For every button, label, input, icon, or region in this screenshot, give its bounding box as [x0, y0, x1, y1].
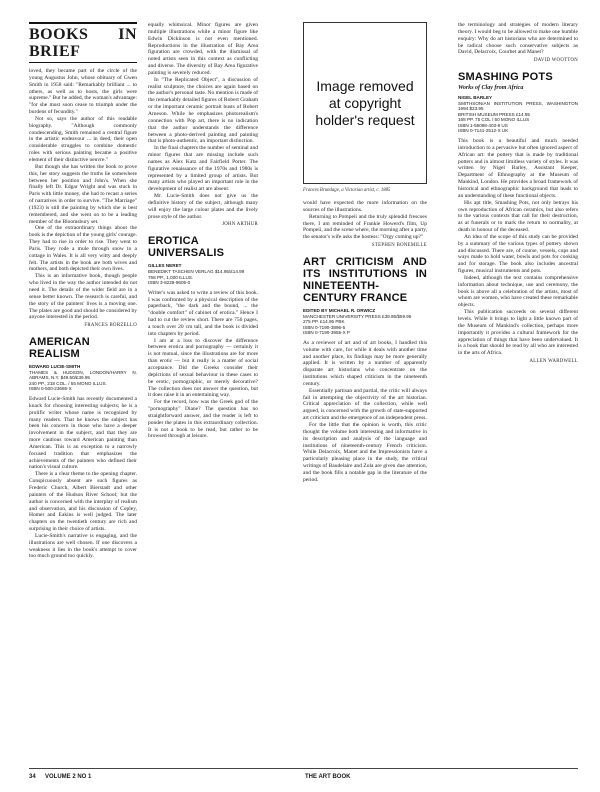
meta-line: ISBN 0-7190-3955-X P — [303, 330, 350, 336]
paragraph: For the record, how was the Greek god of the "pornography" Diane? The question has no straightforward answer, and the reader is left to ponder the plates in this extraordinary collection. It is not a book to be read, but rather to be browsed through at leisure. — [148, 399, 258, 440]
meta-line: 168 PP. 75 COL / 50 MONO ILLUS — [458, 117, 530, 123]
book-metadata — [458, 95, 578, 134]
paragraph: Essentially partisan and partial, the critic will always fail in attempting the objectivity of the art historian. Critical appreciation of the collection, while well argued, is concerned with the growth of state-supported art criticism and the emergence of an independent press. — [303, 387, 427, 422]
section-title: BOOKS IN BRIEF — [29, 22, 137, 63]
column-1 — [29, 22, 137, 762]
column-3 — [303, 200, 427, 762]
paragraph: Indeed, although the text contains comprehensive information about technique, use and ceremony, the book is above all a celebration of the artists, most of whom are women, who have created these remarkable objects. — [458, 274, 578, 309]
paragraph: the terminology and strategies of modern literary theory. I would beg to be allowed to make one humble enquiry: Why do art historians who are determined to be radical choose such conservative subjects as David, Delacroix, Courbet and Manet? — [458, 22, 578, 56]
page-number: 34 — [29, 773, 36, 780]
meta-line: ISBN 1-56098-403-8 US — [458, 122, 508, 128]
reviewer-signature: JOHN ARTHUR — [222, 222, 258, 228]
meta-line: 240 PP., 218 COL. / 55 MONO ILLUS. — [29, 380, 107, 386]
meta-line: MANCHESTER UNIVERSITY PRESS £39.95/$59.95 — [303, 313, 412, 319]
reviewer-signature: STEPHEN BONEMILLE — [371, 243, 427, 249]
paragraph: This book is a beautiful and much needed introduction to a pervasive but often ignored aspect of African art: the pottery that is made by traditional potters and in almost limitless variety of styles. It was written by Nigel Barley, Assistant Keeper, Department of Ethnography at the Museum of Mankind, London. He provides a broad framework of historical and ethnographic background that leads to an understanding of these functional objects. — [458, 138, 578, 199]
review-heading: AMERICAN REALISM — [29, 336, 90, 361]
paragraph: In "The Replicated Object", a discussion of realist sculpture, the choices are again based on the author's personal taste. No mention is made of the remarkably detailed figures of Robert Graham or the important ceramic portrait busts of Robert Arneson. While he emphasizes photorealism's connection with Pop art, there is no indication that the author understands the difference between a photo-derived painting and painting that is photo-authentic, an important distinction. — [148, 76, 258, 145]
book-metadata — [148, 263, 258, 285]
paragraph: One of the extraordinary things about the book is the depiction of the young girls' courage. They had to rise in order to rise. They went to Paris. They rode a mule through snow to a cottage in Wales. It is all very witty and deeply felt. The artists in the book are both wives and mothers, and both depicted their own lives. — [29, 225, 137, 273]
meta-line: EDWARD LUCIE-SMITH — [29, 364, 81, 370]
meta-line: BENEDIKT TASCHEN VERLAG $14.95/£14.99 — [148, 268, 245, 274]
book-metadata — [29, 364, 137, 392]
paragraph: equally whimsical. Minor figures are given multiple illustrations while a minor figure like Edwin Dickinson is not even mentioned. Reproductions in the illustration of Bay Area figuration are crowded, with the dismissal of noted artists seen in this context as conflicting and diverse. The diversity of Bay Area figurative painting is severely reduced. — [148, 22, 258, 76]
volume-label: VOLUME 2 NO 1 — [45, 773, 92, 780]
paragraph: Edward Lucie-Smith has recently documented a knack for choosing interesting subjects; he is a prolific writer whose name is recognized by many readers. That he knows the subject has been his concern in those who have a deeper involvement in the subject, and that they are more cautious toward American painting than American. This is an exception to a narrowly focused tradition that emphasizes the achievements of the painters who defined their nation's visual culture. — [29, 396, 137, 471]
review-subheading: Works of Clay from Africa — [458, 85, 524, 92]
meta-line: ISBN 0-7190-3896-5 — [303, 324, 346, 330]
reviewer-signature: FRANCES BORZELLO — [84, 323, 137, 329]
meta-line: ISBN 0-7141-2512-X UK — [458, 128, 509, 134]
column-2 — [148, 22, 258, 762]
paragraph: Not so, says the author of this readable biography. "Although commonly condescending, Smith remained a central figure in the artistic endeavour ... in deed, their open considerable struggles to combine domestic roles with serious painting became a positive element of their distinctive oeuvre." — [29, 115, 137, 163]
paragraph: Returning to Pompeii and the truly splendid frescoes there, I am reminded of Frankie Howerd's film, Up Pompeii, and the scene where, the morning after a party, the senator's wife asks the hostess: "Orgy coming up?" — [303, 213, 427, 241]
paragraph: loved, they became part of the circle of the young Augustus John, whose obituary of Gwen Smith in 1958 said: "Remarkably brilliant ... to others, as well as to hosts, the girls were supreme." But he added, the woman's advantage: "for she must soon cease to triumph under the burdens of fecundity." — [29, 68, 137, 116]
paragraph: This is an informative book, though people who lived in the way the author intended do not need it. The details of the wider field are in a sense better known. The research is careful, and the story of the painters' lives is a moving one. The plates are good and should be considered by anyone interested in the period. — [29, 273, 137, 321]
meta-line: GILLES NERET — [148, 263, 182, 269]
meta-line: EDITED BY MICHAEL R. ORWICZ — [303, 307, 376, 313]
magazine-name: THE ART BOOK — [305, 773, 351, 780]
paragraph: There is a clear theme to the opening chapter. Conspicuously absent are such figures as Frederic Church, Albert Bierstadt and other painters of the Hudson River School; but the author is concerned with the interplay of realism and observation, and his discussion of Copley, Homer and Eakins is well judged. The later chapters on the twentieth century are rich and surprising in their choice of artists. — [29, 471, 137, 533]
paragraph: I am at a loss to discover the difference between erotica and pornography — certainly it is not mutual, since the illustrations are for more than erotic — but it really is a matter of social acceptance. Did the Greeks consider their depictions of sexual behaviour in these cases to be erotic, pornographic, or merely decorative? The collection does not answer the question, but it does raise it in an entertaining way. — [148, 337, 258, 399]
meta-line: SMITHSONIAN INSTITUTION PRESS, WASHINGTON 1994 $23.95 — [458, 100, 578, 112]
review-heading: SMASHING POTS — [458, 71, 553, 84]
paragraph: Lucie-Smith's narrative is engaging, and the illustrations are well chosen. If one discovers a weakness it lies in the book's attempt to cover too much ground too quickly. — [29, 532, 137, 560]
paragraph: His apt title, Smashing Pots, not only betrays his own reproduction of African ceramics, but also refers to the various contexts that call for their destruction, as at funerals or to mark the return to normality, at death in honour of the deceased. — [458, 199, 578, 234]
paragraph: In the final chapters the number of seminal and minor figures that are missing include such names as Alex Katz and Fairfield Porter. The figurative renaissance of the 1970s and 1980s is represented by a limited group of artists. But many artists who played an important role in the development of realist art are absent. — [148, 145, 258, 193]
page-footer — [29, 768, 578, 784]
paragraph: This publication succeeds on several different levels. While it brings to light a little known part of the Museum of Mankind's collection, perhaps more importantly it provides a cultural framework for the appreciation of things that have been undervalued. It is a book that should be read by all who are interested in the arts of Africa. — [458, 309, 578, 357]
paragraph: An idea of the scope of this study can be provided by a summary of the various types of pottery shown and discussed. There are, of course, vessels, cups and ways made to hold water, bowls and pots for cooking and for storage. The book also includes ancestral figures, musical instruments and pots. — [458, 233, 578, 275]
column-4 — [458, 22, 578, 762]
col1-body — [29, 68, 137, 321]
placeholder-text: Image removed at copyright holder's request — [315, 77, 415, 128]
paragraph: Writer's was asked to write a review of this book. I was confronted by a physical description of the paperback, "the dark and the bound, ... the "double comfort" of cabinet of erotica." Hence I had to cut the review short. There are 756 pages, a touch over 20 cm tall, and the book is divided into chapters by period. — [148, 289, 258, 337]
meta-line: 275 PP. £14.95 PBK — [303, 319, 345, 325]
image-placeholder — [303, 22, 427, 184]
reviewer-signature: DAVID WOOTTON — [533, 58, 578, 64]
meta-line: 768 PP., 1,000 ILLUS. — [148, 274, 194, 280]
paragraph: But though she has written the book to prove this, her story suggests the truths lie somewhere between her position and John's. When she finally left Dr. Edgar Wright and was stuck in Paris with little money, she had to recast a series of narratives in order to survive. "The Marriage" (1923) is still the painting by which she is best remembered, and she went on to be a leading member of the Bloomsbury set. — [29, 163, 137, 225]
paragraph: Mr. Lucie-Smith does not give us the definitive history of the subject, although many will enjoy the large colour plates and the lively prose style of the author. — [148, 193, 258, 220]
paragraph: As a reviewer of art and of art books, I handled this volume with care, for while it deals with another time and another place, its findings may be more generally applied. It is written by a number of apparently disparate art historians who concentrate on the institutions which shaped criticism in the nineteenth century. — [303, 339, 427, 387]
meta-line: THAMES & HUDSON, LONDON/HARRY N. ABRAMS, N.Y. $49.50/£39.95 — [29, 369, 137, 381]
review-heading: ART CRITICISM AND ITS INSTITUTIONS IN NINETEENTH-CENTURY FRANCE — [303, 255, 427, 304]
reviewer-signature: ALLEN WARDWELL — [529, 359, 578, 365]
meta-line: ISBN 3-8228-9605-0 — [148, 280, 191, 286]
review-heading: EROTICA UNIVERSALIS — [148, 235, 225, 260]
image-caption: Frances Brundage, a Victorian artist, c. 1885 — [303, 188, 391, 193]
book-metadata — [303, 308, 427, 336]
meta-line: BRITISH MUSEUM PRESS £14.95 — [458, 111, 530, 117]
paragraph: For the little that the opinion is worth, this critic thought the volume both interesting and informative in its description and analysis of the language and institutions of nineteenth-century French criticism. While Delacroix, Manet and the Impressionists have a particularly pleasing place in the study, the critical writings of Baudelaire and Zola are given due attention, and the book fills a notable gap in the literature of the period. — [303, 422, 427, 483]
meta-line: NIGEL BARLEY — [458, 94, 493, 100]
paragraph: would have expected the more information on the sources of the illustrations. — [303, 200, 427, 213]
meta-line: ISBN 0-500-23685-X — [29, 386, 72, 392]
